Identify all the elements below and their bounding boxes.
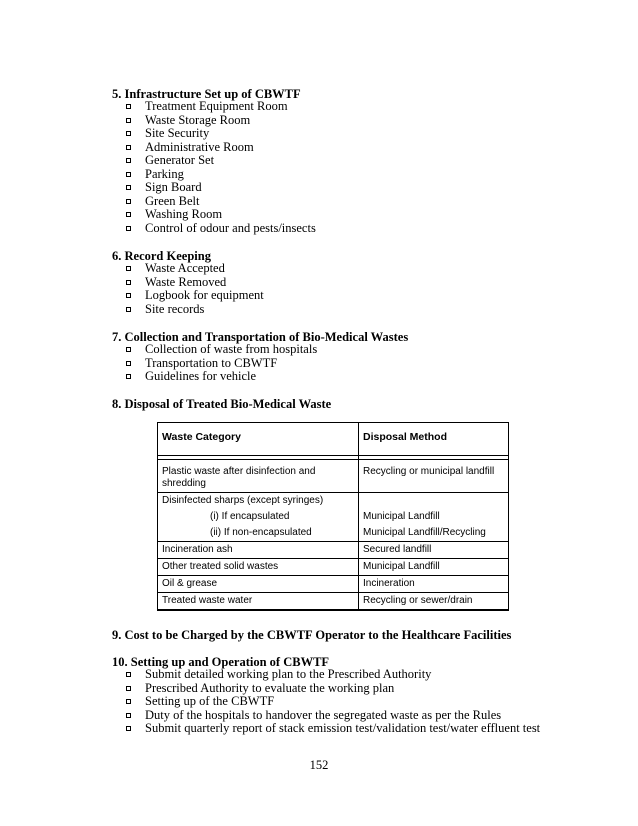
checkbox-bullet-icon <box>126 226 131 231</box>
list-item: Site Security <box>126 127 316 141</box>
list-item: Green Belt <box>126 195 316 209</box>
cell-method: Municipal Landfill <box>359 559 509 576</box>
list-item: Waste Removed <box>126 276 264 290</box>
list-item: Transportation to CBWTF <box>126 357 317 371</box>
sub-item-non-encapsulated: (ii) If non-encapsulated <box>210 527 312 538</box>
disposal-table <box>157 422 509 611</box>
section-5-title: 5. Infrastructure Set up of CBWTF <box>112 87 301 101</box>
section-10-list <box>126 668 540 736</box>
cell-method: Recycling or municipal landfill <box>359 460 509 493</box>
cell-method: Incineration <box>359 576 509 593</box>
checkbox-bullet-icon <box>126 726 131 731</box>
checkbox-bullet-icon <box>126 361 131 366</box>
table-row <box>158 460 509 493</box>
checkbox-bullet-icon <box>126 307 131 312</box>
section-7-title: 7. Collection and Transportation of Bio-Medical Wastes <box>112 330 409 344</box>
checkbox-bullet-icon <box>126 131 131 136</box>
page-number: 152 <box>309 758 329 772</box>
list-item: Logbook for equipment <box>126 289 264 303</box>
checkbox-bullet-icon <box>126 185 131 190</box>
cell-category: Disinfected sharps (except syringes) (i) If encapsulated (ii) If non-encapsulated <box>158 493 359 542</box>
list-item: Submit quarterly report of stack emission test/validation test/water effluent test <box>126 722 540 736</box>
header-disposal-method: Disposal Method <box>359 423 509 456</box>
cell-category: Incineration ash <box>158 542 359 559</box>
checkbox-bullet-icon <box>126 199 131 204</box>
checkbox-bullet-icon <box>126 713 131 718</box>
section-8-title: 8. Disposal of Treated Bio-Medical Waste <box>112 397 332 411</box>
list-item: Sign Board <box>126 181 316 195</box>
checkbox-bullet-icon <box>126 699 131 704</box>
cell-category: Oil & grease <box>158 576 359 593</box>
section-10-title: 10. Setting up and Operation of CBWTF <box>112 655 330 669</box>
checkbox-bullet-icon <box>126 104 131 109</box>
list-item: Setting up of the CBWTF <box>126 695 540 709</box>
checkbox-bullet-icon <box>126 347 131 352</box>
list-item: Control of odour and pests/insects <box>126 222 316 236</box>
cell-method: Municipal Landfill Municipal Landfill/Recycling <box>359 493 509 542</box>
list-item: Administrative Room <box>126 141 316 155</box>
list-item: Treatment Equipment Room <box>126 100 316 114</box>
checkbox-bullet-icon <box>126 145 131 150</box>
checkbox-bullet-icon <box>126 374 131 379</box>
checkbox-bullet-icon <box>126 293 131 298</box>
list-item: Collection of waste from hospitals <box>126 343 317 357</box>
section-6-title: 6. Record Keeping <box>112 249 211 263</box>
checkbox-bullet-icon <box>126 172 131 177</box>
table-row <box>158 493 509 542</box>
cell-method: Recycling or sewer/drain <box>359 593 509 611</box>
table-header-row <box>158 423 509 456</box>
cell-category: Treated waste water <box>158 593 359 611</box>
cell-method: Secured landfill <box>359 542 509 559</box>
table-row <box>158 593 509 611</box>
table-row <box>158 576 509 593</box>
checkbox-bullet-icon <box>126 212 131 217</box>
table-row <box>158 542 509 559</box>
table-row <box>158 559 509 576</box>
list-item: Prescribed Authority to evaluate the working plan <box>126 682 540 696</box>
section-7-list <box>126 343 317 384</box>
list-item: Site records <box>126 303 264 317</box>
checkbox-bullet-icon <box>126 672 131 677</box>
list-item: Generator Set <box>126 154 316 168</box>
list-item: Washing Room <box>126 208 316 222</box>
list-item: Duty of the hospitals to handover the segregated waste as per the Rules <box>126 709 540 723</box>
checkbox-bullet-icon <box>126 686 131 691</box>
section-5-list <box>126 100 316 235</box>
checkbox-bullet-icon <box>126 118 131 123</box>
list-item: Waste Accepted <box>126 262 264 276</box>
header-waste-category: Waste Category <box>158 423 359 456</box>
list-item: Parking <box>126 168 316 182</box>
checkbox-bullet-icon <box>126 266 131 271</box>
sub-item-encapsulated: (i) If encapsulated <box>210 511 290 522</box>
cell-category: Plastic waste after disinfection and shredding <box>158 460 359 493</box>
cell-category: Other treated solid wastes <box>158 559 359 576</box>
checkbox-bullet-icon <box>126 280 131 285</box>
checkbox-bullet-icon <box>126 158 131 163</box>
list-item: Waste Storage Room <box>126 114 316 128</box>
list-item: Guidelines for vehicle <box>126 370 317 384</box>
section-9-title: 9. Cost to be Charged by the CBWTF Operator to the Healthcare Facilities <box>112 628 512 642</box>
list-item: Submit detailed working plan to the Prescribed Authority <box>126 668 540 682</box>
section-6-list <box>126 262 264 316</box>
